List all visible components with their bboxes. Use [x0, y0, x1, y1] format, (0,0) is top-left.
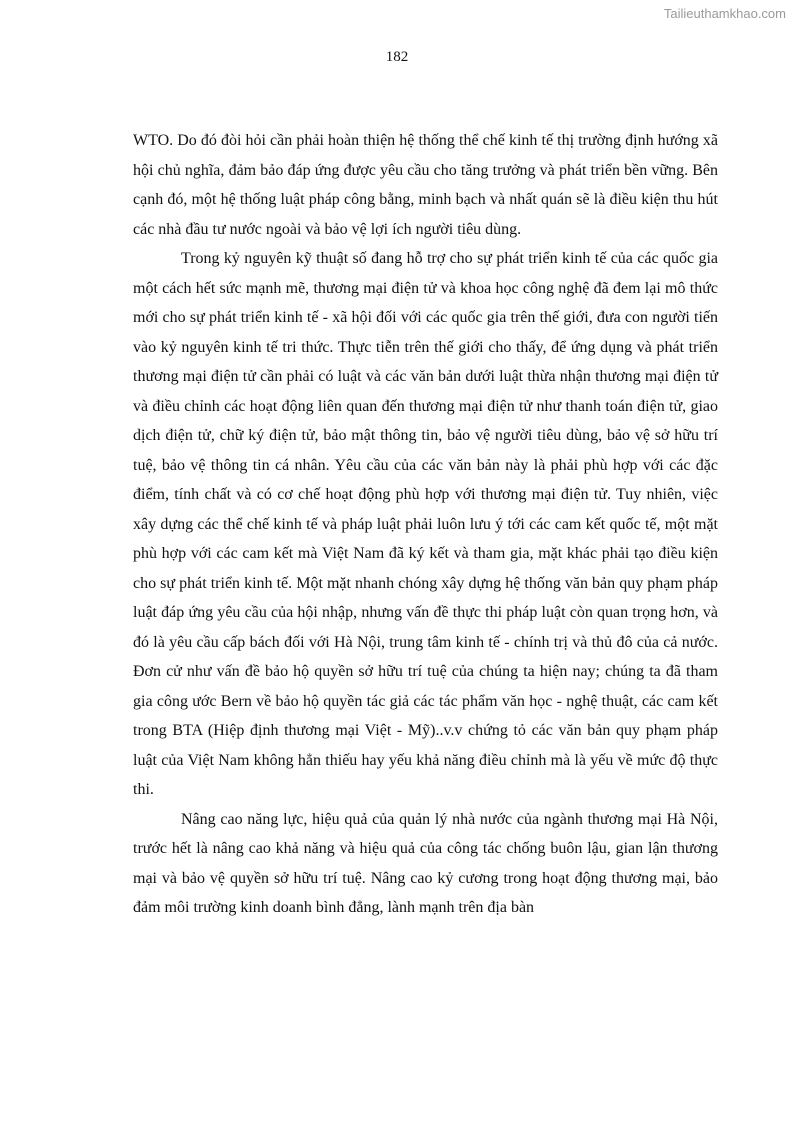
paragraph: Nâng cao năng lực, hiệu quả của quản lý nhà nước của ngành thương mại Hà Nội, trước hết là nâng cao khả năng và hiệu quả của công tác chống buôn lậu, gian lận thương mại và bảo vệ quyền sở hữu trí tuệ. Nâng cao kỷ cương trong hoạt động thương mại, bảo đảm môi trường kinh doanh bình đẳng, lành mạnh trên địa bàn [133, 810, 718, 916]
paragraph: WTO. Do đó đòi hỏi cần phải hoàn thiện hệ thống thể chế kinh tế thị trường định hướng xã hội chủ nghĩa, đảm bảo đáp ứng được yêu cầu cho tăng trưởng và phát triển bền vững. Bên cạnh đó, một hệ thống luật pháp công bằng, minh bạch và nhất quán sẽ là điều kiện thu hút các nhà đầu tư nước ngoài và bảo vệ lợi ích người tiêu dùng. [133, 132, 718, 238]
watermark: Tailieuthamkhao.com [663, 6, 786, 21]
paragraph: Trong kỷ nguyên kỹ thuật số đang hỗ trợ cho sự phát triển kinh tế của các quốc gia một cách hết sức mạnh mẽ, thương mại điện tử và khoa học công nghệ đã đem lại mô thức mới cho sự phát triển kinh tế - xã hội đối với các quốc gia trên thế giới, đưa con người tiến vào kỷ nguyên kinh tế tri thức. Thực tiễn trên thế giới cho thấy, để ứng dụng và phát triển thương mại điện tử cần phải có luật và các văn bản dưới luật thừa nhận thương mại điện tử và điều chỉnh các hoạt động liên quan đến thương mại điện tử như thanh toán điện tử, giao dịch điện tử, chữ ký điện tử, bảo mật thông tin, bảo vệ người tiêu dùng, bảo vệ sở hữu trí tuệ, bảo vệ thông tin cá nhân. Yêu cầu của các văn bản này là phải phù hợp với các đặc điểm, tính chất và có cơ chế hoạt động phù hợp với thương mại điện tử. Tuy nhiên, việc xây dựng các thể chế kinh tế và pháp luật phải luôn lưu ý tới các cam kết quốc tế, một mặt phù hợp với các cam kết mà Việt Nam đã ký kết và tham gia, mặt khác phải tạo điều kiện cho sự phát triển kinh tế. Một mặt nhanh chóng xây dựng hệ thống văn bản quy phạm pháp luật đáp ứng yêu cầu của hội nhập, nhưng vấn đề thực thi pháp luật còn quan trọng hơn, và đó là yêu cầu cấp bách đối với Hà Nội, trung tâm kinh tế - chính trị và thủ đô của cả nước. Đơn cử như vấn đề bảo hộ quyền sở hữu trí tuệ của chúng ta hiện nay; chúng ta đã tham gia công ước Bern về bảo hộ quyền tác giả các tác phẩm văn học - nghệ thuật, các cam kết trong BTA (Hiệp định thương mại Việt - Mỹ)..v.v chứng tỏ các văn bản quy phạm pháp luật của Việt Nam không hẳn thiếu hay yếu khả năng điều chỉnh mà là yếu về mức độ thực thi. [133, 250, 718, 798]
document-body [133, 126, 718, 923]
page-number: 182 [385, 49, 409, 65]
